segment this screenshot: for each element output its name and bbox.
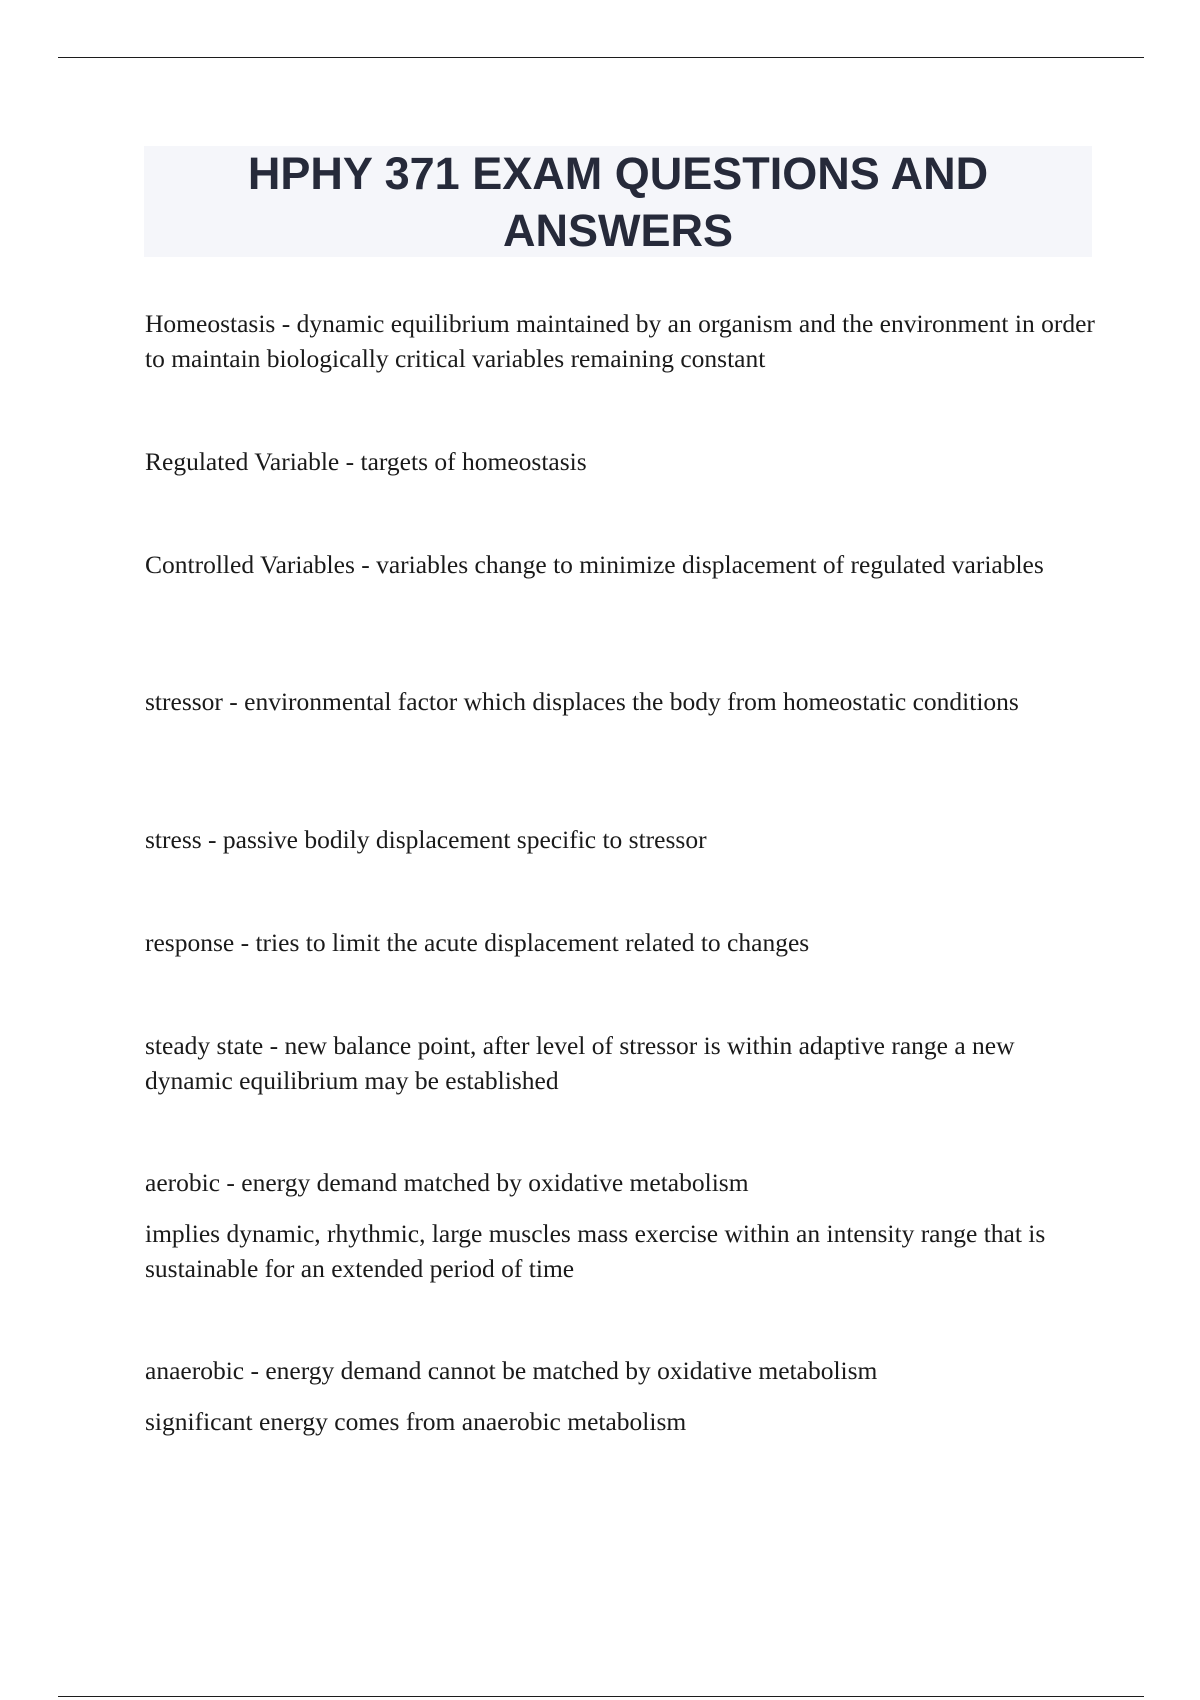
qa-entry-anaerobic [145,1353,1105,1439]
page-title: HPHY 371 EXAM QUESTIONS AND ANSWERS [247,147,989,256]
qa-entry-text: aerobic - energy demand matched by oxidative metabolism [145,1168,749,1197]
qa-entry-text: Regulated Variable - targets of homeostasis [145,447,587,476]
qa-entry-text: response - tries to limit the acute displacement related to changes [145,928,810,957]
top-rule [58,57,1144,58]
qa-entry-extra: significant energy comes from anaerobic metabolism [145,1407,687,1436]
qa-entry-homeostasis [145,306,1105,376]
qa-entry-text: Controlled Variables - variables change to minimize displacement of regulated variables [145,550,1044,579]
qa-entry-stressor [145,684,1105,719]
qa-entry-text: stressor - environmental factor which displaces the body from homeostatic conditions [145,687,1019,716]
qa-entry-extra: implies dynamic, rhythmic, large muscles mass exercise within an intensity range that is sustainable for an extended period of time [145,1219,1046,1283]
qa-entry-controlled-variables [145,547,1105,582]
title-banner [144,146,1092,257]
qa-entry-response [145,925,1105,960]
qa-entry-text: stress - passive bodily displacement specific to stressor [145,825,707,854]
qa-entry-regulated-variable [145,444,1105,479]
qa-entry-text: steady state - new balance point, after level of stressor is within adaptive range a new dynamic equilibrium may be established [145,1031,1015,1095]
qa-entry-text: anaerobic - energy demand cannot be matched by oxidative metabolism [145,1356,878,1385]
qa-entry-text: Homeostasis - dynamic equilibrium maintained by an organism and the environment in order to maintain biologically critical variables remaining constant [145,309,1095,373]
bottom-rule [58,1696,1144,1697]
qa-entry-aerobic [145,1165,1105,1286]
qa-entry-steady-state [145,1028,1105,1098]
qa-entry-stress [145,822,1105,857]
